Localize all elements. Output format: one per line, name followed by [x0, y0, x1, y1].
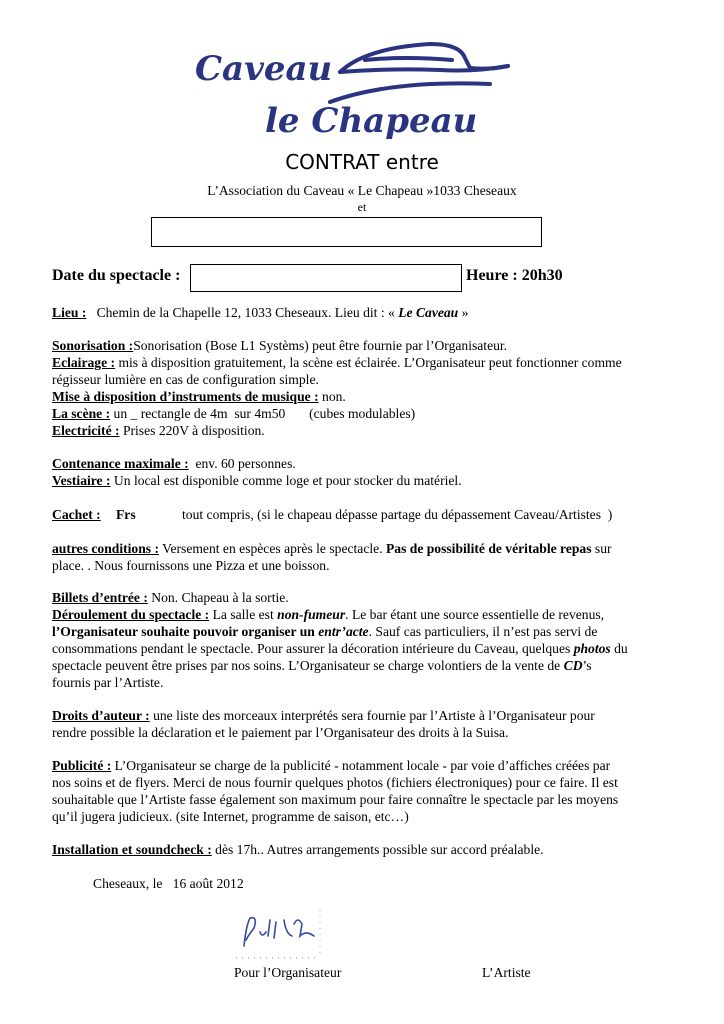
lieu-end: » [458, 305, 469, 320]
autres-label: autres conditions : [52, 541, 159, 556]
publicite-line2: nos soins et de flyers. Merci de nous fournir quelques photos (fichiers électroniques) pour ce faire. Il est [52, 775, 618, 790]
instruments-line [52, 388, 672, 405]
publicite-line [52, 757, 672, 774]
vestiaire-line [52, 472, 672, 489]
instruments-label: Mise à disposition d’instruments de musique : [52, 389, 319, 404]
deroulement-line1 [52, 606, 672, 623]
billets-text: Non. Chapeau à la sortie. [147, 590, 289, 605]
electricite-line [52, 422, 672, 439]
deroulement-line5: fournis par l’Artiste. [52, 675, 164, 690]
publicite-line3: souhaitable que l’Artiste fasse également son maximum pour faire connaître le spectacle par les moyens [52, 792, 619, 807]
deroulement-line4 [52, 657, 672, 674]
der-l3bi: photos [573, 641, 611, 656]
autres-bold: Pas de possibilité de véritable repas [385, 541, 592, 556]
der-l2b: l’Organisateur souhaite pouvoir organiser un [52, 624, 319, 639]
der-l1bi: non-fumeur [277, 607, 346, 622]
droits-line2: rendre possible la déclaration et le paiement par l’Organisateur des droits à la Suisa. [52, 725, 509, 740]
droits-text: une liste des morceaux interprétés sera fournie par l’Artiste à l’Organisateur pour [149, 708, 595, 723]
der-l4a: spectacle peuvent être prises par nos soins. L’Organisateur se charge volontiers de la vente de [52, 658, 564, 673]
der-l2bi: entr’acte [318, 624, 369, 639]
date-field[interactable] [190, 264, 462, 292]
contenance-text: env. 60 personnes. [188, 456, 296, 471]
artist-name-field[interactable] [151, 217, 542, 247]
autres-text: Versement en espèces après le spectacle. [159, 541, 386, 556]
cachet-label: Cachet : [52, 507, 101, 522]
cachet-line [52, 506, 672, 523]
der-l3a: consommations pendant le spectacle. Pour assurer la décoration intérieure du Caveau, quelques [52, 641, 574, 656]
instruments-text: non. [318, 389, 346, 404]
cachet-text: tout compris, (si le chapeau dépasse partage du dépassement Caveau/Artistes ) [182, 507, 613, 522]
der-l4bi: CD [563, 658, 583, 673]
lieu-text: Chemin de la Chapelle 12, 1033 Cheseaux. Lieu dit : « [86, 305, 399, 320]
scene-label: La scène : [52, 406, 111, 421]
contenance-label: Contenance maximale : [52, 456, 189, 471]
logo-line1: Caveau [195, 49, 333, 89]
autres-line2: place. . Nous fournissons une Pizza et une boisson. [52, 558, 330, 573]
logo-line2: le Chapeau [265, 101, 478, 140]
autres-end: sur [591, 541, 612, 556]
pour-organisateur: Pour l’Organisateur [234, 965, 342, 980]
place-date: Cheseaux, le 16 août 2012 [93, 876, 244, 891]
der-l4b: ’s [582, 658, 592, 673]
eclairage-label: Eclairage : [52, 355, 116, 370]
der-l1a: La salle est [209, 607, 278, 622]
eclairage-line2: régisseur lumière en cas de configuration simple. [52, 372, 319, 387]
lieu-name: Le Caveau [398, 305, 459, 320]
eclairage-line [52, 354, 672, 371]
eclairage-text: mis à disposition gratuitement, la scène est éclairée. L’Organisateur peut fonctionner comme [115, 355, 622, 370]
contract-title: CONTRAT entre [285, 150, 439, 174]
contenance-line [52, 455, 672, 472]
droits-line [52, 707, 672, 724]
electricite-label: Electricité : [52, 423, 120, 438]
der-l1b: . Le bar étant une source essentielle de revenus, [345, 607, 605, 622]
der-l3b: du [610, 641, 628, 656]
billets-line [52, 589, 672, 606]
cachet-frs: Frs [116, 507, 136, 522]
publicite-label: Publicité : [52, 758, 112, 773]
caveau-logo [190, 40, 530, 140]
vestiaire-label: Vestiaire : [52, 473, 111, 488]
billets-label: Billets d’entrée : [52, 590, 148, 605]
installation-line [52, 841, 672, 858]
association-line: L’Association du Caveau « Le Chapeau »1033 Cheseaux [207, 183, 517, 198]
droits-label: Droits d’auteur : [52, 708, 150, 723]
lieu-label: Lieu : [52, 305, 87, 320]
scene-line [52, 405, 672, 422]
vestiaire-text: Un local est disponible comme loge et pour stocker du matériel. [110, 473, 462, 488]
lieu-line [52, 304, 672, 321]
autres-line [52, 540, 672, 557]
installation-text: dès 17h.. Autres arrangements possible sur accord préalable. [211, 842, 544, 857]
deroulement-line2 [52, 623, 672, 640]
organizer-signature [232, 906, 326, 962]
publicite-text: L’Organisateur se charge de la publicité - notamment locale - par voie d’affiches créées par [111, 758, 611, 773]
heure-label: Heure : 20h30 [466, 267, 563, 284]
electricite-text: Prises 220V à disposition. [119, 423, 265, 438]
date-label: Date du spectacle : [52, 267, 181, 284]
scene-text: un _ rectangle de 4m sur 4m50 (cubes modulables) [110, 406, 416, 421]
sono-line [52, 337, 672, 354]
installation-label: Installation et soundcheck : [52, 842, 212, 857]
artiste-label: L’Artiste [482, 965, 531, 980]
deroulement-line3 [52, 640, 672, 657]
et-line: et [357, 200, 367, 214]
sono-label: Sonorisation : [52, 338, 134, 353]
publicite-line4: qu’il jugera judicieux. (site Internet, programme de saison, etc…) [52, 809, 409, 824]
deroulement-label: Déroulement du spectacle : [52, 607, 210, 622]
sono-text: Sonorisation (Bose L1 Systèms) peut être fournie par l’Organisateur. [133, 338, 508, 353]
der-l2c: . Sauf cas particuliers, il n’est pas servi de [368, 624, 598, 639]
